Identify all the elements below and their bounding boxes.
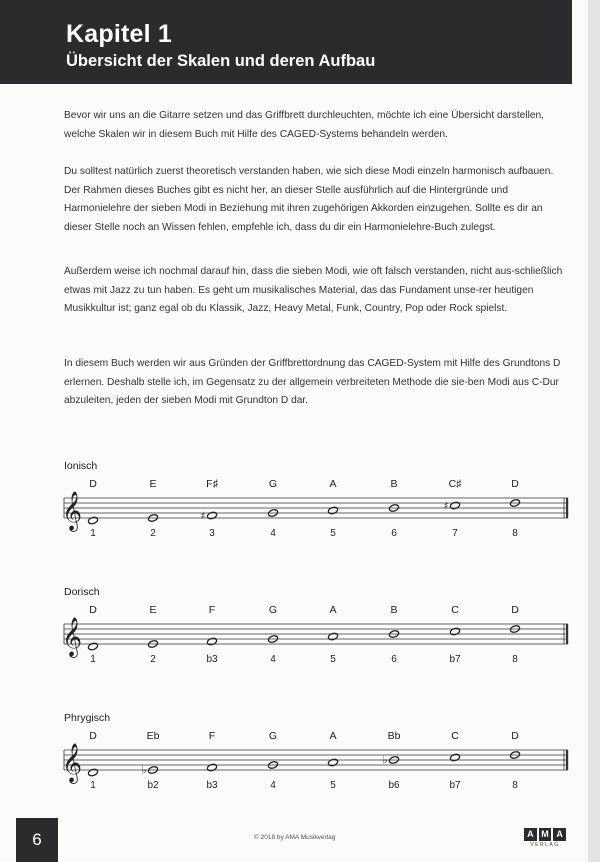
flat-icon: ♭ (382, 753, 388, 767)
whole-note-ionisch-7 (450, 501, 461, 510)
treble-clef-icon: 𝄞 (62, 743, 83, 783)
note-name-dorisch-8: D (511, 604, 519, 616)
note-name-phrygisch-5: A (329, 730, 337, 742)
staff-phrygisch (0, 722, 600, 800)
degree-dorisch-6: 6 (391, 654, 397, 665)
degree-ionisch-1: 1 (90, 528, 96, 539)
note-name-dorisch-5: A (329, 604, 337, 616)
note-name-dorisch-2: E (149, 604, 157, 616)
whole-note-phrygisch-5 (328, 758, 339, 767)
degree-phrygisch-4: 4 (270, 780, 276, 791)
degree-phrygisch-8: 8 (512, 780, 518, 791)
note-name-phrygisch-2: Eb (146, 730, 160, 742)
scale-title-ionisch: Ionisch (64, 460, 98, 472)
paragraph-intro: Bevor wir uns an die Gitarre setzen und das Griffbrett durchleuchten, möchte ich eine Übersicht darstellen, welche Skalen wir in diesem Buch mit Hilfe des CAGED-Systems behandeln werden. (64, 110, 545, 140)
publisher-logo (524, 828, 566, 852)
whole-note-phrygisch-1 (88, 768, 99, 777)
staff-dorisch (0, 596, 600, 674)
degree-ionisch-6: 6 (391, 528, 397, 539)
note-name-ionisch-2: E (149, 478, 157, 490)
whole-note-ionisch-1 (88, 516, 99, 525)
whole-note-dorisch-5 (328, 632, 339, 641)
paragraph-caged: In diesem Buch werden wir aus Gründen der Griffbrettordnung das CAGED-System mit Hilfe des Grundtons D erlernen. Deshalb stelle ich, im Gegensatz zu der allgemein verbreiteten Methode die sie-ben Modi aus C-Dur abzuleiten, jeden der sieben Modi mit Grundton D dar. (64, 358, 561, 406)
note-name-ionisch-8: D (511, 478, 519, 490)
degree-phrygisch-5: 5 (330, 780, 336, 791)
note-name-phrygisch-1: D (89, 730, 97, 742)
logo-subtext: VERLAG (530, 842, 560, 848)
degree-phrygisch-7: b7 (449, 780, 461, 791)
sharp-icon: ♯ (443, 501, 449, 512)
degree-dorisch-7: b7 (449, 654, 461, 665)
note-name-dorisch-1: D (89, 604, 97, 616)
treble-clef-icon: 𝄞 (62, 617, 83, 657)
note-name-ionisch-4: G (268, 478, 278, 490)
note-name-ionisch-1: D (89, 478, 97, 490)
chapter-subtitle: Übersicht der Skalen und deren Aufbau (66, 52, 376, 70)
degree-ionisch-2: 2 (150, 528, 156, 539)
whole-note-dorisch-1 (88, 642, 99, 651)
degree-phrygisch-1: 1 (90, 780, 96, 791)
treble-clef-icon: 𝄞 (62, 491, 83, 531)
whole-note-ionisch-3 (207, 511, 218, 520)
whole-note-phrygisch-3 (207, 763, 218, 772)
degree-dorisch-2: 2 (150, 654, 156, 665)
scale-title-dorisch: Dorisch (64, 586, 100, 598)
chapter-title: Kapitel 1 (66, 20, 172, 48)
logo-letter-m: M (539, 828, 552, 841)
note-name-phrygisch-4: G (268, 730, 278, 742)
note-name-ionisch-7: C♯ (448, 478, 462, 490)
degree-dorisch-5: 5 (330, 654, 336, 665)
note-name-phrygisch-8: D (511, 730, 519, 742)
degree-ionisch-7: 7 (452, 528, 458, 539)
flat-icon: ♭ (141, 763, 147, 777)
whole-note-dorisch-7 (450, 627, 461, 636)
degree-dorisch-3: b3 (206, 654, 218, 665)
note-name-dorisch-7: C (451, 604, 459, 616)
note-name-dorisch-4: G (268, 604, 278, 616)
note-name-dorisch-3: F (208, 604, 216, 616)
degree-ionisch-3: 3 (209, 528, 215, 539)
chapter-header (0, 0, 572, 84)
sharp-icon: ♯ (200, 511, 206, 522)
degree-dorisch-4: 4 (270, 654, 276, 665)
logo-letter-a2: A (553, 828, 566, 841)
page-number (16, 818, 58, 862)
scale-title-phrygisch: Phrygisch (64, 712, 111, 724)
degree-dorisch-8: 8 (512, 654, 518, 665)
logo-letter-a1: A (524, 828, 537, 841)
degree-ionisch-4: 4 (270, 528, 276, 539)
page-number-text: 6 (32, 830, 42, 849)
note-name-ionisch-3: F♯ (206, 478, 218, 490)
degree-ionisch-5: 5 (330, 528, 336, 539)
degree-dorisch-1: 1 (90, 654, 96, 665)
paragraph-theory: Du solltest natürlich zuerst theoretisch verstanden haben, wie sich diese Modi einzeln harmonisch aufbauen. Der Rahmen dieses Buches gibt es nicht her, an dieser Stelle ausführlich auf die Hintergründe und Harmonielehre der sieben Modi in Beziehung mit ihren zugehörigen Akkorden einzugehen. Sollte es dir an dieser Stelle noch an Wissen fehlen, empfehle ich, dass du dir ein Harmonielehre-Buch zulegst. (64, 166, 554, 233)
note-name-dorisch-6: B (390, 604, 398, 616)
degree-phrygisch-6: b6 (388, 780, 400, 791)
staff-ionisch (0, 470, 600, 548)
degree-phrygisch-3: b3 (206, 780, 218, 791)
note-name-phrygisch-7: C (451, 730, 459, 742)
copyright-notice: © 2018 by AMA Musikverlag (254, 834, 336, 841)
whole-note-ionisch-5 (328, 506, 339, 515)
degree-ionisch-8: 8 (512, 528, 518, 539)
final-barline-thick (566, 750, 568, 770)
whole-note-dorisch-3 (207, 637, 218, 646)
note-name-ionisch-5: A (329, 478, 337, 490)
paragraph-modes: Außerdem weise ich nochmal darauf hin, dass die sieben Modi, wie oft falsch verstanden, nicht aus-schließlich etwas mit Jazz zu tun haben. Es geht um musikalisches Material, das das Fundament unse-rer heutigen Musikkultur ist; ganz egal ob du Klassik, Jazz, Heavy Metal, Funk, Country, Pop oder Rock spielst. (64, 266, 563, 314)
whole-note-phrygisch-7 (450, 753, 461, 762)
degree-phrygisch-2: b2 (147, 780, 159, 791)
logo-letters (524, 828, 566, 841)
final-barline-thick (566, 498, 568, 518)
note-name-ionisch-6: B (390, 478, 398, 490)
final-barline-thick (566, 624, 568, 644)
note-name-phrygisch-6: Bb (387, 730, 401, 742)
note-name-phrygisch-3: F (208, 730, 216, 742)
